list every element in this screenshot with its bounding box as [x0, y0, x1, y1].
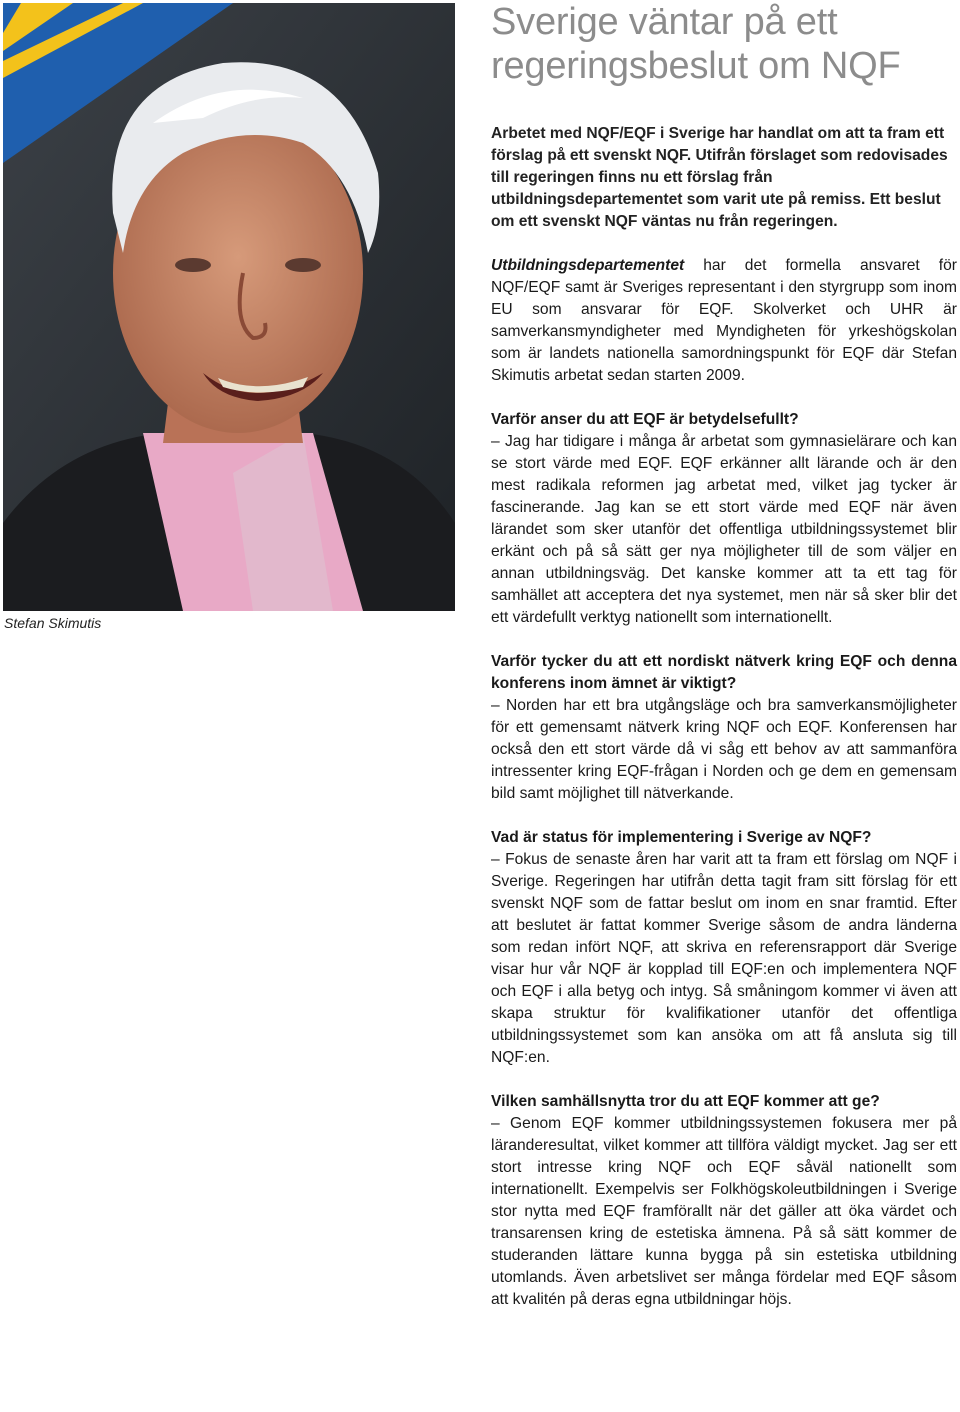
qa-question: Vilken samhällsnytta tror du att EQF kommer att ge?: [491, 1093, 880, 1110]
intro-text: har det formella ansvaret för NQF/EQF samt är Sveriges representant i den styrgrupp som inom EU som ansvarar för EQF. Skolverket och UHR är samverkansmyndigheter med Myndigheten för yrkeshögskolan som är landets nationella samordningspunkt för EQF där Stefan Skimutis arbetat sedan starten 2009.: [491, 257, 957, 384]
article-title: Sverige väntar på ett regeringsbeslut om NQF: [491, 1, 901, 87]
portrait-photo: [3, 3, 455, 611]
qa-question: Vad är status för implementering i Sverige av NQF?: [491, 829, 872, 846]
qa-block-1: [491, 409, 957, 629]
qa-answer: – Fokus de senaste åren har varit att ta fram ett förslag om NQF i Sverige. Regeringen har utifrån detta tagit fram sitt förslag för ett svenskt NQF som de fattar beslut om inom en snar framtid. Efter att beslutet är fattat kommer Sverige såsom de andra länderna som redan infört NQF, att skriva en referensrapport där Sverige visar hur vår NQF är kopplad till EQF:en och implementera NQF och EQF i alla betyg och intyg. Så småningom kommer vi även att skapa struktur för kvalifikationer utanför det offentliga utbildningssystemet som kan ansöka om att få ansluta sig till NQF:en.: [491, 851, 957, 1066]
article-intro: [491, 255, 957, 387]
portrait-illustration: [3, 3, 455, 611]
qa-block-4: [491, 1091, 957, 1311]
qa-answer: – Jag har tidigare i många år arbetat som gymnasielärare och kan se stort värde med EQF. EQF erkänner allt lärande och är den mest radikala reformen jag arbetat med, vilket jag tycker är fascinerande. Jag kan se ett stort värde med EQF när även lärandet som sker utanför det offentliga utbildningssystemet blir erkänt och på så sätt ger nya möjligheter till de som väljer en annan utbildningsväg. Det kanske kommer att ta ett tag för samhället att acceptera det nya systemet, men när så sker blir det ett värdefullt verktyg nationellt som internationellt.: [491, 433, 957, 626]
qa-answer: – Genom EQF kommer utbildningssystemen fokusera mer på läranderesultat, vilket kommer att tillföra väldigt mycket. Jag ser ett stort intresse kring NQF och EQF såväl nationellt som internationellt. Exempelvis ser Folkhögskoleutbildningen i Sverige stor nytta med EQF framförallt när det gäller att öka värdet och transarensen kring de estetiska ämnena. På så sätt kommer de studeranden lättare kunna bygga på sin estetiska utbildning utomlands. Även arbetslivet ser många fördelar med EQF såsom att kvalitén på deras egna utbildningar höjs.: [491, 1115, 957, 1308]
qa-answer: – Norden har ett bra utgångsläge och bra samverkansmöjligheter för ett gemensamt nätverk kring NQF och EQF. Konferensen har också den ett stort värde då vi såg ett behov av att sammanföra intressenter kring EQF-frågan i Norden och ge dem en gemensam bild samt möjlighet till nätverkande.: [491, 697, 957, 802]
article-column: [491, 0, 957, 1311]
qa-block-2: [491, 651, 957, 805]
photo-caption: Stefan Skimutis: [4, 615, 102, 631]
article-lead: Arbetet med NQF/EQF i Sverige har handlat om att ta fram ett förslag på ett svenskt NQF. Utifrån förslaget som redovisades till regeringen finns nu ett förslag från utbildningsdepartementet som varit ute på remiss. Ett beslut om ett svenskt NQF väntas nu från regeringen.: [491, 125, 948, 230]
qa-block-3: [491, 827, 957, 1069]
intro-emphasis: Utbildningsdepartementet: [491, 257, 685, 274]
qa-question: Varför anser du att EQF är betydelsefullt?: [491, 411, 799, 428]
qa-question: Varför tycker du att ett nordiskt nätverk kring EQF och denna konferens inom ämnet är viktigt?: [491, 653, 957, 692]
